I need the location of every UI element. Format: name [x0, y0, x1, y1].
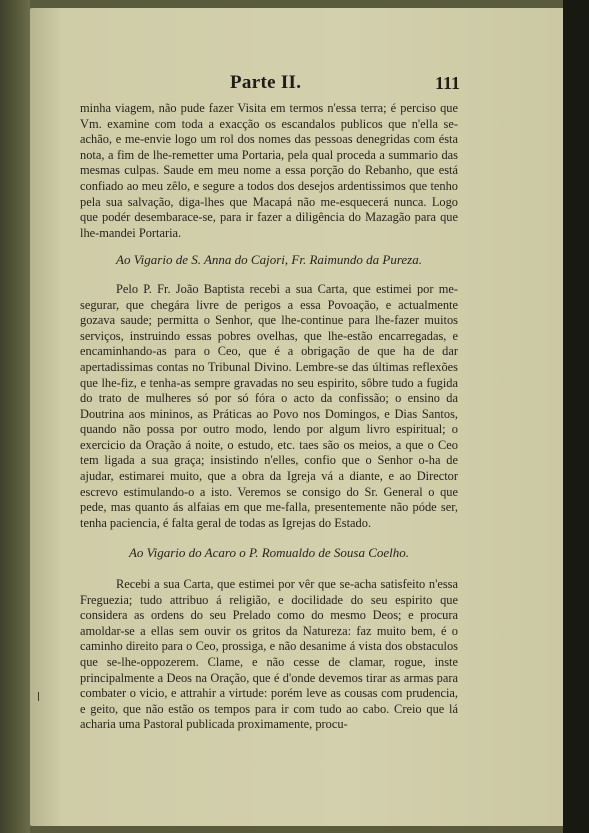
letter-heading: Ao Vigario do Acaro o P. Romualdo de Sousa Coelho. — [128, 545, 410, 561]
scan-border — [563, 0, 589, 833]
margin-mark — [38, 692, 39, 701]
letter-paragraph: Pelo P. Fr. João Baptista recebi a sua Carta, que estimei por me-segurar, que chegára livre de perigos a essa Povoação, e actualmente gozava saude; permitta o Senhor, que lhe-continue para lhe-fazer muitos serviços, instruindo essas pobres ovelhas, que lhe-estão encarregadas, e encaminhando-as para o Ceo, que é a obrigação de que ha de dar apertadissimas contas no Tribunal Divino. Lembre-se das últimas reflexões que lhe-fiz, e tenha-as sempre gravadas no seu espirito, sôbre tudo a fugida do trato de mulheres só por só fóra o acto da confissão; o ensino da Doutrina aos mininos, as Práticas ao Povo nos Domingos, e Dias Santos, quando não possa por outro modo, lendo por algum livro espiritual; o exercicio da Oração á noite, o estudo, etc. taes são os meios, a que o Ceo tem ligada a sua graça; insistindo n'elles, confio que o Senhor o-ha de ajudar, estimarei muito, que a obra da Igreja vá a diante, e ao Director escrevo estimulando-o a isto. Veremos se consigo do Sr. General o que pede, mas quanto ás alfaias em que me-falla, presentemente não póde ser, tenha paciencia, é falta geral de todas as Igrejas do Estado. — [80, 281, 458, 530]
previous-leaf-edge — [0, 0, 30, 833]
running-head — [80, 72, 460, 96]
page-number: 111 — [434, 73, 460, 93]
body-text — [80, 101, 458, 733]
letter-heading: Ao Vigario de S. Anna do Cajori, Fr. Raimundo da Pureza. — [116, 252, 422, 268]
letter-paragraph: Recebi a sua Carta, que estimei por vêr que se-acha satisfeito n'essa Freguezia; tudo attribuo á religião, e docilidade do seu espirito que considera as ordens do seu Prelado como do mesmo Deos; e procura amoldar-se a ellas sem ouvir os gritos da Natureza: faz muito bem, é o caminho direito para o Ceo, prossiga, e não desanime á vista dos obstaculos que se-lhe-oppozerem. Clame, e não cesse de clamar, rogue, inste principalmente a Deos na Oração, que é d'onde devemos tirar as armas para combater o vicio, e attrahir a virtude: porém leve as cousas com prudencia, e geito, que não estão os tempos para ir com tudo ao cabo. Creio que lá acharia uma Pastoral publicada proximamente, procu- — [80, 577, 458, 732]
part-title: Parte II. — [230, 72, 302, 93]
paragraph-continuation: minha viagem, não pude fazer Visita em termos n'essa terra; é perciso que Vm. examine com toda a exacção os escandalos publicos que n'ella se-achão, e me-envie logo um rol dos nomes das pessoas denegridas com ésta nota, a fim de lhe-remetter uma Portaria, pela qual proceda a summario das mesmas culpas. Saude em meu nome a essa porção do Rebanho, que está confiado ao meu zêlo, e segure a todos dos desejos ardentissimos que tenho pela sua salvação, diga-lhes que Macapá não me-esquecerá nunca. Logo que podér desembarace-se, para ir fazer a diligência do Mazagão para que lhe-mandei Portaria. — [80, 101, 458, 240]
